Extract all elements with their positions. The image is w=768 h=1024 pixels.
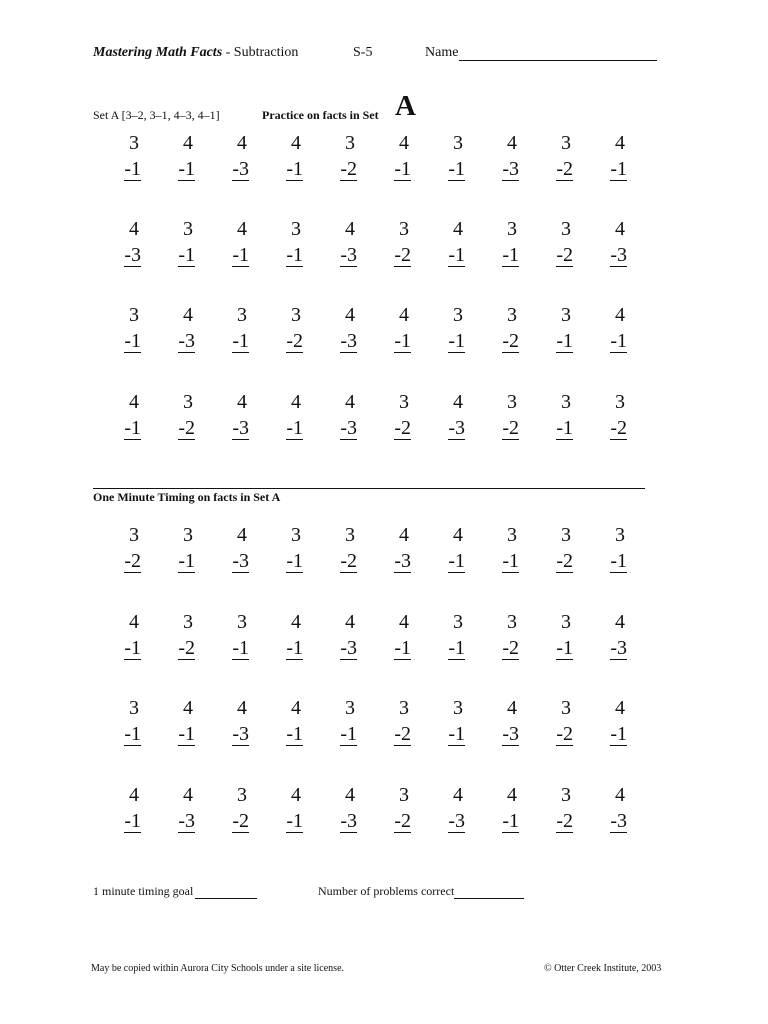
subtraction-problem (323, 219, 357, 267)
subtrahend: -2 (556, 550, 573, 572)
subtrahend: -1 (232, 637, 249, 659)
subtrahend: -2 (502, 330, 519, 352)
subtraction-problem (215, 219, 249, 267)
timing-goal-label: 1 minute timing goal (93, 884, 194, 898)
subtraction-problem (431, 612, 465, 660)
subtrahend: -2 (556, 723, 573, 745)
subtraction-problem (269, 612, 303, 660)
subtrahend: -2 (394, 810, 411, 832)
minuend: 3 (345, 697, 355, 719)
subtrahend: -1 (448, 723, 465, 745)
minuend: 3 (237, 784, 247, 806)
minuend: 4 (399, 132, 409, 154)
subtraction-problem (539, 133, 573, 181)
minuend: 3 (183, 218, 193, 240)
subtrahend: -1 (502, 810, 519, 832)
subtrahend: -2 (394, 417, 411, 439)
subtraction-problem (107, 698, 141, 746)
minuend: 3 (507, 524, 517, 546)
minuend: 4 (453, 524, 463, 546)
subtraction-problem (269, 133, 303, 181)
minuend: 4 (291, 132, 301, 154)
subtraction-problem (431, 525, 465, 573)
minuend: 3 (291, 218, 301, 240)
subtraction-problem (485, 698, 519, 746)
subtraction-problem (539, 612, 573, 660)
subtrahend: -2 (232, 810, 249, 832)
subtraction-problem (485, 133, 519, 181)
minuend: 4 (237, 218, 247, 240)
subtrahend: -1 (286, 637, 303, 659)
subtraction-problem (323, 785, 357, 833)
subtrahend: -2 (178, 637, 195, 659)
minuend: 3 (507, 304, 517, 326)
subtraction-problem (269, 525, 303, 573)
subtrahend: -1 (502, 550, 519, 572)
subtrahend: -2 (556, 244, 573, 266)
minuend: 3 (183, 524, 193, 546)
minuend: 3 (129, 697, 139, 719)
subtraction-problem (161, 305, 195, 353)
minuend: 3 (345, 524, 355, 546)
subtrahend: -1 (124, 810, 141, 832)
subtrahend: -3 (448, 417, 465, 439)
minuend: 4 (453, 784, 463, 806)
timing-goal-field[interactable] (93, 884, 257, 899)
subtraction-problem (269, 219, 303, 267)
subtraction-problem (377, 785, 411, 833)
set-a-label: Set A [3–2, 3–1, 4–3, 4–1] (93, 108, 220, 122)
subtrahend: -2 (610, 417, 627, 439)
subtraction-problem (485, 392, 519, 440)
minuend: 4 (183, 132, 193, 154)
subtrahend: -1 (340, 723, 357, 745)
subtraction-problem (161, 525, 195, 573)
minuend: 3 (561, 391, 571, 413)
subtrahend: -1 (556, 417, 573, 439)
subtraction-problem (161, 133, 195, 181)
subtrahend: -3 (502, 158, 519, 180)
minuend: 4 (615, 304, 625, 326)
set-big-letter: A (395, 90, 416, 122)
subtrahend: -1 (556, 637, 573, 659)
minuend: 3 (399, 697, 409, 719)
subtrahend: -2 (340, 550, 357, 572)
subtraction-problem (539, 785, 573, 833)
minuend: 4 (615, 611, 625, 633)
minuend: 3 (561, 218, 571, 240)
minuend: 4 (345, 218, 355, 240)
minuend: 3 (453, 697, 463, 719)
minuend: 4 (237, 697, 247, 719)
subtraction-problem (161, 219, 195, 267)
subtrahend: -1 (124, 723, 141, 745)
name-blank-line[interactable] (459, 46, 657, 61)
subtrahend: -1 (286, 244, 303, 266)
subtrahend: -1 (286, 158, 303, 180)
name-field[interactable] (425, 45, 657, 61)
minuend: 3 (183, 391, 193, 413)
subtrahend: -3 (124, 244, 141, 266)
subtrahend: -3 (232, 158, 249, 180)
name-label: Name (425, 45, 459, 60)
minuend: 4 (183, 697, 193, 719)
minuend: 3 (561, 611, 571, 633)
minuend: 3 (453, 132, 463, 154)
subtraction-problem (539, 698, 573, 746)
subtraction-problem (215, 612, 249, 660)
minuend: 4 (399, 304, 409, 326)
subtraction-problem (269, 305, 303, 353)
subtraction-problem (485, 305, 519, 353)
subtraction-problem (323, 133, 357, 181)
minuend: 3 (561, 524, 571, 546)
subtraction-problem (269, 785, 303, 833)
subtraction-problem (593, 392, 627, 440)
subtraction-problem (107, 133, 141, 181)
minuend: 4 (237, 132, 247, 154)
subtraction-problem (593, 305, 627, 353)
subtraction-problem (107, 219, 141, 267)
subtrahend: -3 (232, 550, 249, 572)
subtrahend: -3 (610, 810, 627, 832)
worksheet-title (93, 45, 298, 61)
subtrahend: -3 (610, 244, 627, 266)
subtrahend: -1 (124, 330, 141, 352)
subtrahend: -1 (448, 637, 465, 659)
subtrahend: -2 (394, 244, 411, 266)
minuend: 3 (399, 784, 409, 806)
subtraction-problem (323, 612, 357, 660)
subtrahend: -3 (610, 637, 627, 659)
subtrahend: -1 (556, 330, 573, 352)
problems-correct-field[interactable] (318, 884, 524, 899)
subtrahend: -3 (394, 550, 411, 572)
subtraction-problem (377, 525, 411, 573)
minuend: 3 (399, 218, 409, 240)
subtraction-problem (107, 305, 141, 353)
subtrahend: -1 (286, 417, 303, 439)
subtrahend: -1 (286, 810, 303, 832)
subtrahend: -1 (286, 723, 303, 745)
subtrahend: -3 (340, 244, 357, 266)
minuend: 4 (615, 218, 625, 240)
subtrahend: -3 (340, 810, 357, 832)
minuend: 3 (561, 304, 571, 326)
subtrahend: -1 (124, 417, 141, 439)
subtrahend: -2 (178, 417, 195, 439)
minuend: 3 (507, 391, 517, 413)
title-topic: - Subtraction (222, 45, 299, 60)
subtraction-problem (485, 612, 519, 660)
subtrahend: -1 (502, 244, 519, 266)
subtraction-problem (485, 219, 519, 267)
subtraction-problem (269, 392, 303, 440)
subtrahend: -1 (394, 158, 411, 180)
subtraction-problem (593, 133, 627, 181)
subtraction-problem (107, 525, 141, 573)
minuend: 3 (507, 611, 517, 633)
minuend: 3 (237, 611, 247, 633)
subtrahend: -2 (556, 810, 573, 832)
subtrahend: -3 (448, 810, 465, 832)
minuend: 4 (345, 611, 355, 633)
minuend: 3 (453, 304, 463, 326)
subtrahend: -1 (610, 158, 627, 180)
subtraction-problem (539, 392, 573, 440)
subtraction-problem (269, 698, 303, 746)
subtraction-problem (107, 612, 141, 660)
minuend: 4 (399, 524, 409, 546)
worksheet-code: S-5 (353, 45, 373, 60)
problems-correct-blank[interactable] (454, 887, 524, 899)
minuend: 4 (453, 391, 463, 413)
subtraction-problem (539, 525, 573, 573)
subtraction-problem (377, 392, 411, 440)
minuend: 4 (507, 784, 517, 806)
subtraction-problem (377, 133, 411, 181)
subtrahend: -2 (124, 550, 141, 572)
subtraction-problem (431, 392, 465, 440)
minuend: 4 (345, 784, 355, 806)
subtrahend: -2 (502, 417, 519, 439)
subtraction-problem (377, 305, 411, 353)
minuend: 3 (561, 132, 571, 154)
subtrahend: -1 (610, 723, 627, 745)
minuend: 3 (615, 524, 625, 546)
subtraction-problem (323, 525, 357, 573)
minuend: 4 (129, 218, 139, 240)
subtrahend: -1 (448, 550, 465, 572)
subtrahend: -3 (502, 723, 519, 745)
subtraction-problem (215, 525, 249, 573)
subtraction-problem (485, 785, 519, 833)
subtraction-problem (215, 133, 249, 181)
subtrahend: -3 (340, 417, 357, 439)
subtrahend: -1 (394, 330, 411, 352)
minuend: 3 (129, 524, 139, 546)
minuend: 4 (345, 304, 355, 326)
subtrahend: -1 (448, 330, 465, 352)
minuend: 4 (291, 784, 301, 806)
subtraction-problem (431, 698, 465, 746)
minuend: 4 (615, 697, 625, 719)
minuend: 4 (291, 611, 301, 633)
subtrahend: -1 (448, 158, 465, 180)
subtraction-problem (593, 525, 627, 573)
subtrahend: -2 (394, 723, 411, 745)
subtraction-problem (593, 219, 627, 267)
subtrahend: -1 (232, 244, 249, 266)
minuend: 4 (183, 784, 193, 806)
subtraction-problem (593, 785, 627, 833)
subtraction-problem (161, 698, 195, 746)
minuend: 4 (237, 391, 247, 413)
subtraction-problem (377, 219, 411, 267)
minuend: 4 (291, 391, 301, 413)
subtraction-problem (431, 305, 465, 353)
subtrahend: -1 (178, 244, 195, 266)
subtraction-problem (215, 392, 249, 440)
subtrahend: -3 (178, 810, 195, 832)
subtraction-problem (377, 698, 411, 746)
minuend: 4 (507, 132, 517, 154)
subtraction-problem (161, 392, 195, 440)
subtrahend: -1 (232, 330, 249, 352)
subtraction-problem (215, 785, 249, 833)
minuend: 4 (129, 391, 139, 413)
problems-correct-label: Number of problems correct (318, 884, 455, 898)
minuend: 3 (561, 784, 571, 806)
minuend: 4 (237, 524, 247, 546)
minuend: 3 (129, 304, 139, 326)
copyright-note: © Otter Creek Institute, 2003 (544, 963, 662, 974)
minuend: 4 (615, 784, 625, 806)
minuend: 4 (507, 697, 517, 719)
subtrahend: -3 (340, 637, 357, 659)
subtrahend: -1 (610, 330, 627, 352)
minuend: 4 (399, 611, 409, 633)
minuend: 4 (183, 304, 193, 326)
minuend: 4 (129, 611, 139, 633)
subtraction-problem (323, 305, 357, 353)
subtraction-problem (431, 133, 465, 181)
timing-heading: One Minute Timing on facts in Set A (93, 490, 281, 504)
minuend: 3 (615, 391, 625, 413)
minuend: 3 (183, 611, 193, 633)
subtrahend: -1 (178, 158, 195, 180)
timing-goal-blank[interactable] (195, 887, 257, 899)
subtrahend: -2 (286, 330, 303, 352)
subtrahend: -2 (340, 158, 357, 180)
minuend: 3 (129, 132, 139, 154)
subtraction-problem (161, 612, 195, 660)
minuend: 4 (129, 784, 139, 806)
subtrahend: -3 (178, 330, 195, 352)
subtraction-problem (107, 785, 141, 833)
subtrahend: -1 (124, 158, 141, 180)
subtrahend: -3 (232, 417, 249, 439)
minuend: 3 (291, 524, 301, 546)
subtrahend: -1 (394, 637, 411, 659)
subtrahend: -1 (178, 723, 195, 745)
minuend: 4 (615, 132, 625, 154)
minuend: 3 (453, 611, 463, 633)
subtraction-problem (215, 305, 249, 353)
subtraction-problem (539, 219, 573, 267)
title-series: Mastering Math Facts (93, 45, 223, 60)
subtrahend: -3 (340, 330, 357, 352)
subtraction-problem (323, 392, 357, 440)
minuend: 3 (237, 304, 247, 326)
section-divider (93, 488, 645, 489)
minuend: 3 (561, 697, 571, 719)
subtrahend: -2 (556, 158, 573, 180)
minuend: 4 (291, 697, 301, 719)
subtraction-problem (377, 612, 411, 660)
minuend: 4 (345, 391, 355, 413)
subtraction-problem (539, 305, 573, 353)
minuend: 3 (507, 218, 517, 240)
subtrahend: -1 (124, 637, 141, 659)
subtrahend: -1 (448, 244, 465, 266)
practice-heading: Practice on facts in Set (262, 108, 379, 122)
subtraction-problem (593, 612, 627, 660)
minuend: 3 (345, 132, 355, 154)
minuend: 3 (291, 304, 301, 326)
subtraction-problem (593, 698, 627, 746)
subtraction-problem (323, 698, 357, 746)
subtraction-problem (431, 785, 465, 833)
minuend: 4 (453, 218, 463, 240)
subtrahend: -2 (502, 637, 519, 659)
subtraction-problem (107, 392, 141, 440)
subtrahend: -1 (610, 550, 627, 572)
subtrahend: -3 (232, 723, 249, 745)
minuend: 3 (399, 391, 409, 413)
subtraction-problem (215, 698, 249, 746)
subtraction-problem (161, 785, 195, 833)
license-note: May be copied within Aurora City Schools under a site license. (91, 963, 345, 974)
subtrahend: -1 (286, 550, 303, 572)
subtraction-problem (485, 525, 519, 573)
subtrahend: -1 (178, 550, 195, 572)
subtraction-problem (431, 219, 465, 267)
